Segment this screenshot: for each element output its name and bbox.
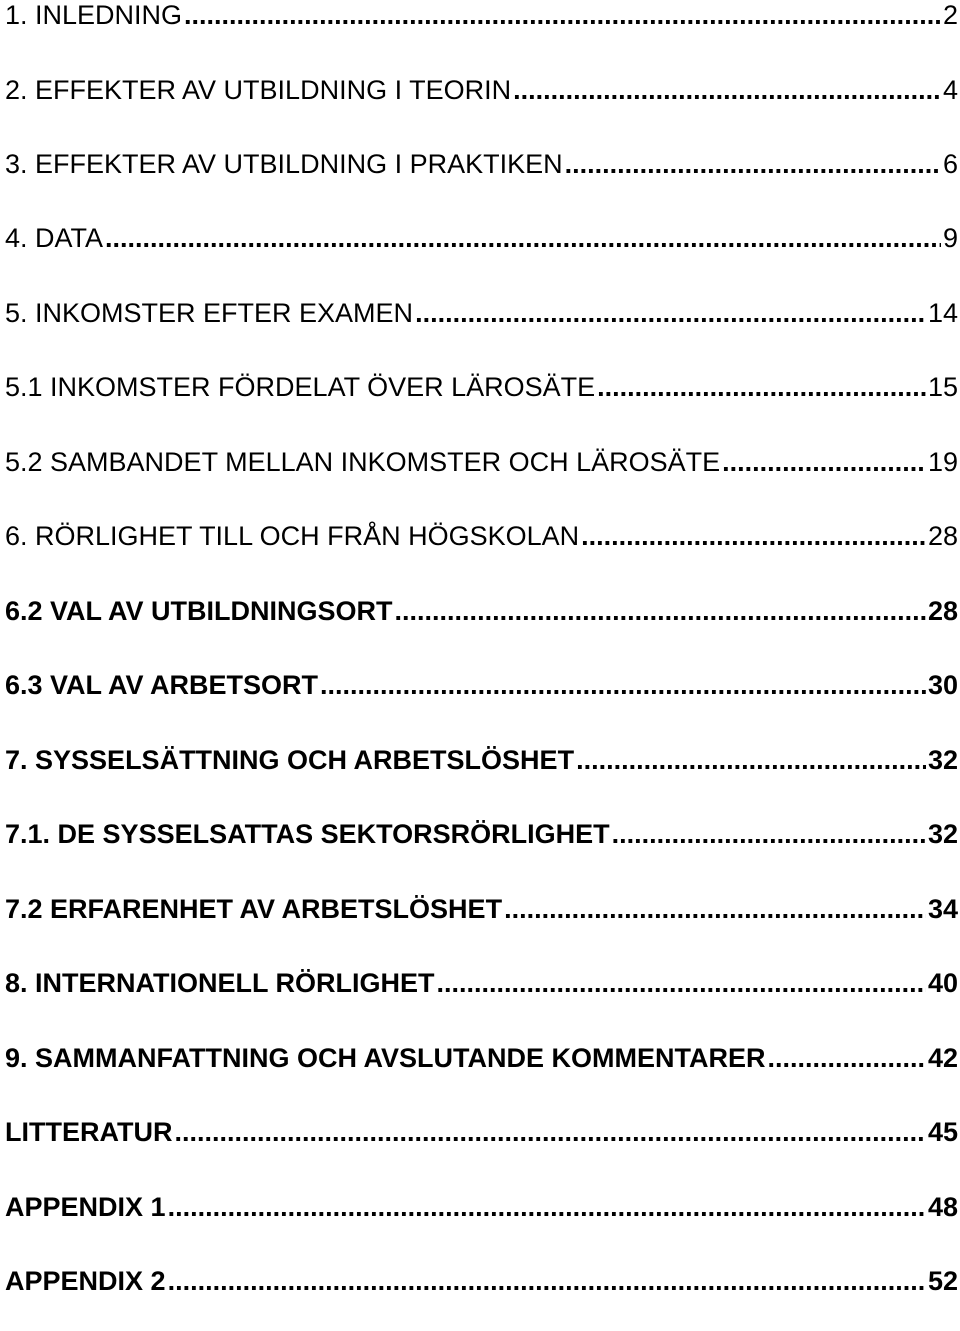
toc-leader-dots: [184, 0, 941, 30]
toc-leader-dots: [320, 670, 926, 700]
toc-entry[interactable]: [5, 213, 958, 253]
toc-entry-page: 34: [927, 894, 958, 924]
toc-entry-title: 4. DATA: [5, 223, 104, 253]
toc-entry-title: 2. EFFEKTER AV UTBILDNING I TEORIN: [5, 75, 512, 105]
toc-entry[interactable]: [5, 958, 958, 998]
toc-leader-dots: [437, 968, 926, 998]
toc-entry[interactable]: [5, 586, 958, 626]
toc-leader-dots: [415, 298, 926, 328]
toc-entry-page: 4: [942, 75, 958, 105]
toc-entry-page: 28: [927, 596, 958, 626]
toc-entry-title: 5.2 SAMBANDET MELLAN INKOMSTER OCH LÄROSÄTE: [5, 447, 721, 477]
toc-entry[interactable]: [5, 1256, 958, 1296]
toc-entry-page: 32: [927, 745, 958, 775]
toc-entry-page: 52: [927, 1266, 958, 1296]
toc-entry[interactable]: [5, 139, 958, 179]
toc-entry-page: 6: [942, 149, 958, 179]
toc-entry-title: 7.1. DE SYSSELSATTAS SEKTORSRÖRLIGHET: [5, 819, 610, 849]
toc-entry[interactable]: [5, 735, 958, 775]
toc-entry-page: 45: [927, 1117, 958, 1147]
toc-leader-dots: [504, 894, 926, 924]
toc-entry[interactable]: [5, 362, 958, 402]
toc-entry-page: 28: [927, 521, 958, 551]
toc-leader-dots: [722, 447, 926, 477]
toc-leader-dots: [513, 75, 941, 105]
toc-entry-title: 6.3 VAL AV ARBETSORT: [5, 670, 319, 700]
toc-entry-title: 6.2 VAL AV UTBILDNINGSORT: [5, 596, 393, 626]
toc-leader-dots: [565, 149, 941, 179]
toc-leader-dots: [612, 819, 926, 849]
toc-entry[interactable]: [5, 65, 958, 105]
toc-entry-page: 19: [927, 447, 958, 477]
toc-entry[interactable]: [5, 1033, 958, 1073]
toc-entry-page: 42: [927, 1043, 958, 1073]
toc-entry[interactable]: [5, 1107, 958, 1147]
toc-entry[interactable]: [5, 437, 958, 477]
toc-entry-title: APPENDIX 1: [5, 1192, 166, 1222]
toc-entry-title: 7. SYSSELSÄTTNING OCH ARBETSLÖSHET: [5, 745, 575, 775]
toc-leader-dots: [767, 1043, 925, 1073]
toc-entry-title: 8. INTERNATIONELL RÖRLIGHET: [5, 968, 435, 998]
toc-entry-page: 15: [927, 372, 958, 402]
toc-entry-title: 7.2 ERFARENHET AV ARBETSLÖSHET: [5, 894, 503, 924]
toc-entry[interactable]: [5, 1182, 958, 1222]
toc-entry[interactable]: [5, 809, 958, 849]
toc-entry-title: 9. SAMMANFATTNING OCH AVSLUTANDE KOMMENTARER: [5, 1043, 766, 1073]
toc-leader-dots: [105, 223, 941, 253]
toc-leader-dots: [581, 521, 926, 551]
toc-entry-page: 32: [927, 819, 958, 849]
toc-entry[interactable]: [5, 288, 958, 328]
toc-entry-title: 1. INLEDNING: [5, 0, 183, 30]
toc-entry-title: LITTERATUR: [5, 1117, 173, 1147]
toc-entry[interactable]: [5, 884, 958, 924]
toc-leader-dots: [168, 1266, 926, 1296]
toc-entry-page: 30: [927, 670, 958, 700]
toc-entry-page: 2: [942, 0, 958, 30]
toc-entry[interactable]: [5, 511, 958, 551]
toc-entry-title: 6. RÖRLIGHET TILL OCH FRÅN HÖGSKOLAN: [5, 521, 580, 551]
toc-entry[interactable]: [5, 0, 958, 30]
toc-leader-dots: [597, 372, 926, 402]
toc-leader-dots: [168, 1192, 926, 1222]
toc-entry-page: 9: [942, 223, 958, 253]
toc-leader-dots: [174, 1117, 925, 1147]
toc-leader-dots: [395, 596, 926, 626]
toc-leader-dots: [576, 745, 926, 775]
toc-entry-page: 14: [927, 298, 958, 328]
toc-entry-page: 48: [927, 1192, 958, 1222]
toc-entry[interactable]: [5, 660, 958, 700]
toc-entry-page: 40: [927, 968, 958, 998]
toc-entry-title: 5. INKOMSTER EFTER EXAMEN: [5, 298, 414, 328]
toc-entry-title: 3. EFFEKTER AV UTBILDNING I PRAKTIKEN: [5, 149, 563, 179]
toc-entry-title: APPENDIX 2: [5, 1266, 166, 1296]
toc-entry-title: 5.1 INKOMSTER FÖRDELAT ÖVER LÄROSÄTE: [5, 372, 596, 402]
